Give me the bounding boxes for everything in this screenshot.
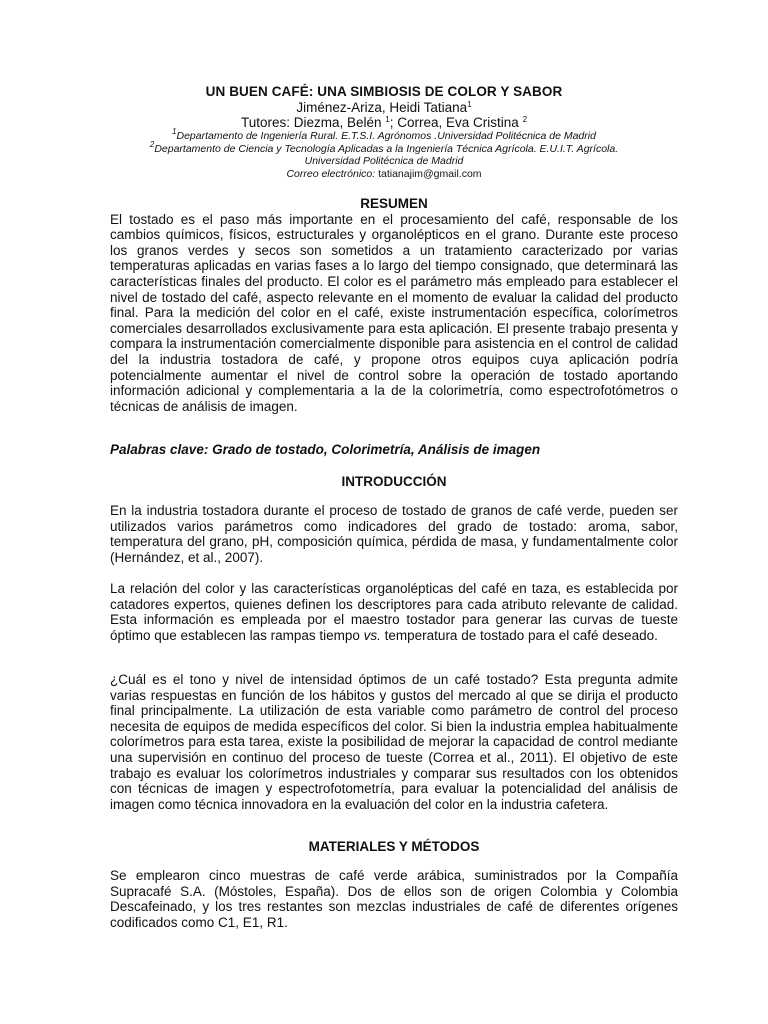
affiliation-2-line2: Universidad Politécnica de Madrid bbox=[304, 155, 464, 167]
resumen-heading: RESUMEN bbox=[360, 196, 428, 211]
email-line bbox=[100, 168, 668, 181]
materiales-paragraph-1: Se emplearon cinco muestras de café verde arábica, suministrados por la Compañía Supracafé S.A. (Móstoles, España). Dos de ellos son de origen Colombia y Colombia Descafeinado, y los tres restantes son mezclas industriales de café de diferentes orígenes codificados como C1, E1, R1. bbox=[110, 868, 678, 930]
materiales-heading: MATERIALES Y MÉTODOS bbox=[308, 839, 480, 854]
keywords-line: Palabras clave: Grado de tostado, Colorimetría, Análisis de imagen bbox=[110, 442, 541, 457]
tutors-prefix: Tutores: Diezma, Belén bbox=[240, 115, 382, 130]
intro-paragraph-3: ¿Cuál es el tono y nivel de intensidad óptimos de un café tostado? Esta pregunta admite varias respuestas en función de los hábitos y gustos del mercado al que se dirija el producto final principalmente. La utilización de esta variable como parámetro de control del proceso necesita de equipos de medida específicos del color. Si bien la industria emplea habitualmente colorímetros para esta tarea, existe la posibilidad de mejorar la capacidad de control mediante una supervisión en continuo del proceso de tueste (Correa et al., 2011). El objetivo de este trabajo es evaluar los colorímetros industriales y comparar sus resultados con los obtenidos con técnicas de imagen y espectrofotometría, para evaluar la potencialidad del análisis de imagen como técnica innovadora en la evaluación del color en la industria cafetera. bbox=[110, 672, 678, 812]
paper-title: UN BUEN CAFÉ: UNA SIMBIOSIS DE COLOR Y SABOR bbox=[205, 84, 563, 99]
affiliation-2 bbox=[100, 139, 668, 156]
author-line bbox=[100, 100, 668, 115]
intro-paragraph-1: En la industria tostadora durante el proceso de tostado de granos de café verde, pueden ser utilizados varios parámetros como indicadores del grado de tostado: aroma, sabor, temperatura del grano, pH, composición química, pérdida de masa, y fundamentalmente color (Hernández, et al., 2007). bbox=[110, 503, 678, 565]
intro-paragraph-2-text: La relación del color y las características organolépticas del café en taza, es establecida por catadores expertos, quienes definen los descriptores para cada atributo relevante de calidad. Esta información es empleada por el maestro tostador para generar las curvas de tueste óptimo que establecen las rampas tiempo bbox=[110, 581, 678, 643]
tutors-middle: ; Correa, Eva Cristina bbox=[389, 115, 519, 130]
intro-paragraph-2-italic: vs. bbox=[363, 627, 381, 643]
paper-header bbox=[100, 84, 668, 180]
email-label: Correo electrónico: bbox=[286, 167, 376, 180]
resumen-paragraph: El tostado es el paso más importante en el procesamiento del café, responsable de los cambios químicos, físicos, estructurales y organolépticos en el grano. Durante este proceso los granos verdes y secos son sometidos a un tratamiento caracterizado por varias temperaturas aplicadas en varias fases a lo largo del tiempo consignado, que determinará las características finales del producto. El color es el parámetro más empleado para establecer el nivel de tostado del café, aspecto relevante en el momento de evaluar la calidad del producto final. Para la medición del color en el café, existe instrumentación específica, colorímetros comerciales desarrollados exclusivamente para esta aplicación. El presente trabajo presenta y compara la instrumentación comercialmente disponible para asistencia en el control de calidad del la industria tostadora de café, y propone otros equipos cuya aplicación podría potencialmente aumentar el nivel de control sobre la operación de tostado aportando información adicional y complementaria a la de la colorimetría, como espectrofotómetros o técnicas de análisis de imagen. bbox=[110, 211, 678, 414]
affiliation-2-mark: 2 bbox=[149, 139, 155, 149]
affiliation-1-mark: 1 bbox=[172, 127, 177, 136]
tutor1-affiliation-mark: 1 bbox=[385, 115, 390, 124]
introduccion-heading: INTRODUCCIÓN bbox=[341, 474, 447, 489]
intro-paragraph-2-end: temperatura de tostado para el café deseado. bbox=[380, 627, 658, 643]
tutors-line bbox=[100, 115, 668, 130]
affiliation-2-text: Departamento de Ciencia y Tecnología Aplicadas a la Ingeniería Técnica Agrícola. E.U.I.T. Agrícola. bbox=[154, 142, 619, 155]
affiliation-1-text: Departamento de Ingeniería Rural. E.T.S.I. Agrónomos .Universidad Politécnica de Madrid bbox=[176, 130, 596, 142]
resumen-section bbox=[110, 196, 678, 414]
tutor2-affiliation-mark: 2 bbox=[522, 115, 528, 124]
affiliation-1 bbox=[100, 127, 668, 143]
author-name: Jiménez-Ariza, Heidi Tatiana bbox=[296, 100, 468, 115]
author-affiliation-mark: 1 bbox=[467, 100, 472, 109]
intro-paragraph-2 bbox=[110, 581, 678, 643]
email-address: tatianajim@gmail.com bbox=[375, 167, 482, 180]
